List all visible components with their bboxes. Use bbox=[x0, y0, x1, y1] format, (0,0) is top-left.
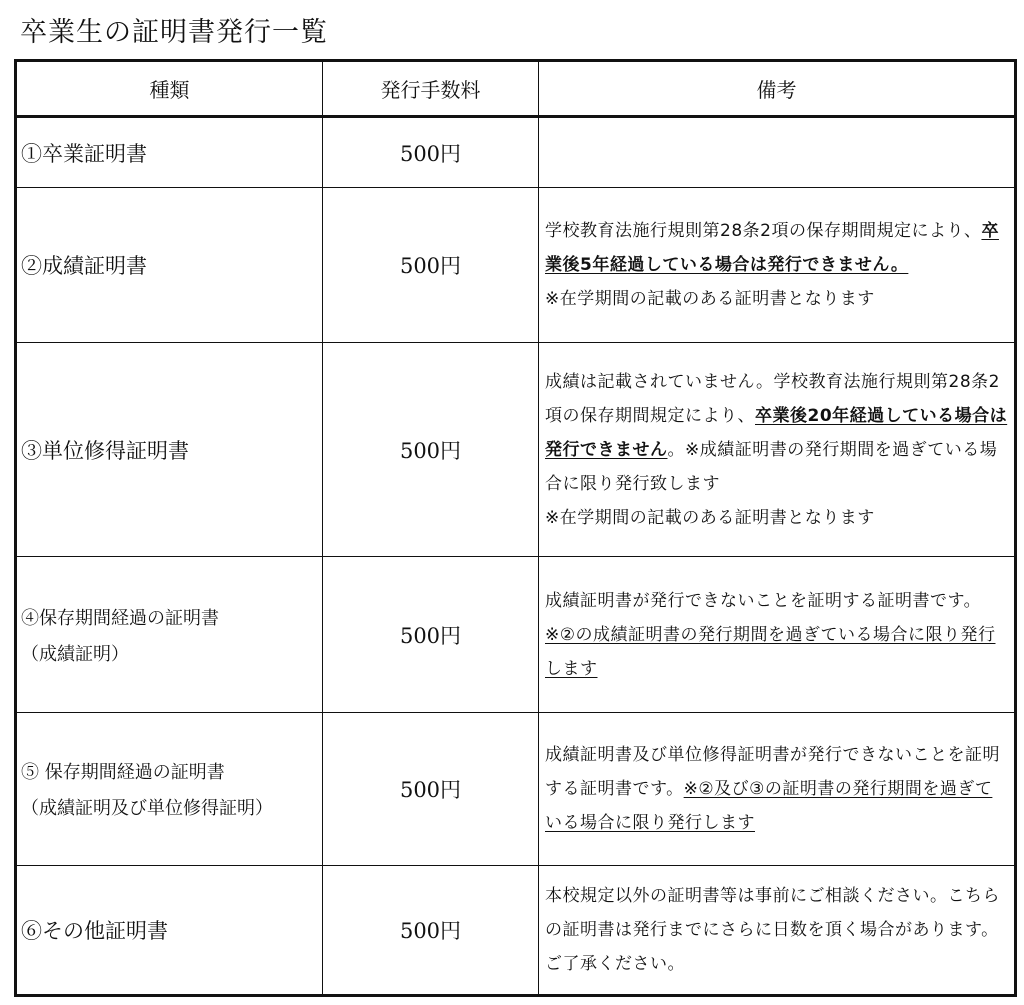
cert-type: ⑥その他証明書 bbox=[16, 866, 323, 996]
cert-fee: 500円 bbox=[323, 713, 539, 866]
cert-type: ③単位修得証明書 bbox=[16, 343, 323, 557]
note-warning: 卒業後20年経過している場合は発行できません bbox=[545, 405, 1008, 460]
note-text: 。※成績証明書の発行期間を過ぎている場合に限り発行致します bbox=[545, 439, 998, 494]
cert-notes bbox=[539, 866, 1016, 996]
header-fee: 発行手数料 bbox=[323, 61, 539, 117]
note-text: 学校教育法施行規則第28条2項の保存期間規定により、 bbox=[545, 221, 982, 241]
note-text: 成績証明書及び単位修得証明書が発行できないことを証明する証明書です。 bbox=[545, 745, 1000, 799]
cert-fee: 500円 bbox=[323, 188, 539, 343]
cert-type-name: ④保存期間経過の証明書 bbox=[21, 607, 219, 629]
cert-fee: 500円 bbox=[323, 117, 539, 188]
table-header-row bbox=[16, 61, 1016, 117]
table-row bbox=[16, 557, 1016, 713]
note-text: 成績証明書が発行できないことを証明する証明書です。 bbox=[545, 590, 982, 611]
page-title: 卒業生の証明書発行一覧 bbox=[20, 17, 328, 48]
header-notes: 備考 bbox=[539, 61, 1016, 117]
note-warning: 卒業後5年経過している場合は発行できません。 bbox=[545, 221, 999, 275]
table-row bbox=[16, 117, 1016, 188]
cert-type-name: ⑤ 保存期間経過の証明書 bbox=[21, 762, 225, 783]
cert-fee: 500円 bbox=[323, 557, 539, 713]
cert-type bbox=[16, 557, 323, 713]
table-row bbox=[16, 188, 1016, 343]
cert-notes bbox=[539, 713, 1016, 866]
cert-type-detail: （成績証明） bbox=[21, 643, 129, 665]
cert-fee: 500円 bbox=[323, 866, 539, 996]
cert-fee: 500円 bbox=[323, 343, 539, 557]
note-text: 本校規定以外の証明書等は事前にご相談ください。こちらの証明書は発行までにさらに日数を頂く場合があります。ご了承ください。 bbox=[545, 886, 1000, 974]
note-text: ※在学期間の記載のある証明書となります bbox=[545, 289, 875, 309]
cert-notes bbox=[539, 188, 1016, 343]
cert-type-detail: （成績証明及び単位修得証明） bbox=[21, 798, 273, 819]
table-row bbox=[16, 343, 1016, 557]
note-text: ※在学期間の記載のある証明書となります bbox=[545, 507, 875, 528]
note-text: 成績は記載されていません。学校教育法施行規則第28条2項の保存期間規定により、 bbox=[545, 371, 1000, 426]
cert-type: ②成績証明書 bbox=[16, 188, 323, 343]
cert-notes bbox=[539, 343, 1016, 557]
cert-type bbox=[16, 713, 323, 866]
cert-notes bbox=[539, 117, 1016, 188]
certificate-table bbox=[14, 59, 1017, 997]
note-condition: ※②及び③の証明書の発行期間を過ぎている場合に限り発行します bbox=[545, 779, 993, 833]
cert-notes bbox=[539, 557, 1016, 713]
table-row bbox=[16, 866, 1016, 996]
table-row bbox=[16, 713, 1016, 866]
note-condition: ※②の成績証明書の発行期間を過ぎている場合に限り発行します bbox=[545, 624, 996, 679]
header-type: 種類 bbox=[16, 61, 323, 117]
cert-type: ①卒業証明書 bbox=[16, 117, 323, 188]
